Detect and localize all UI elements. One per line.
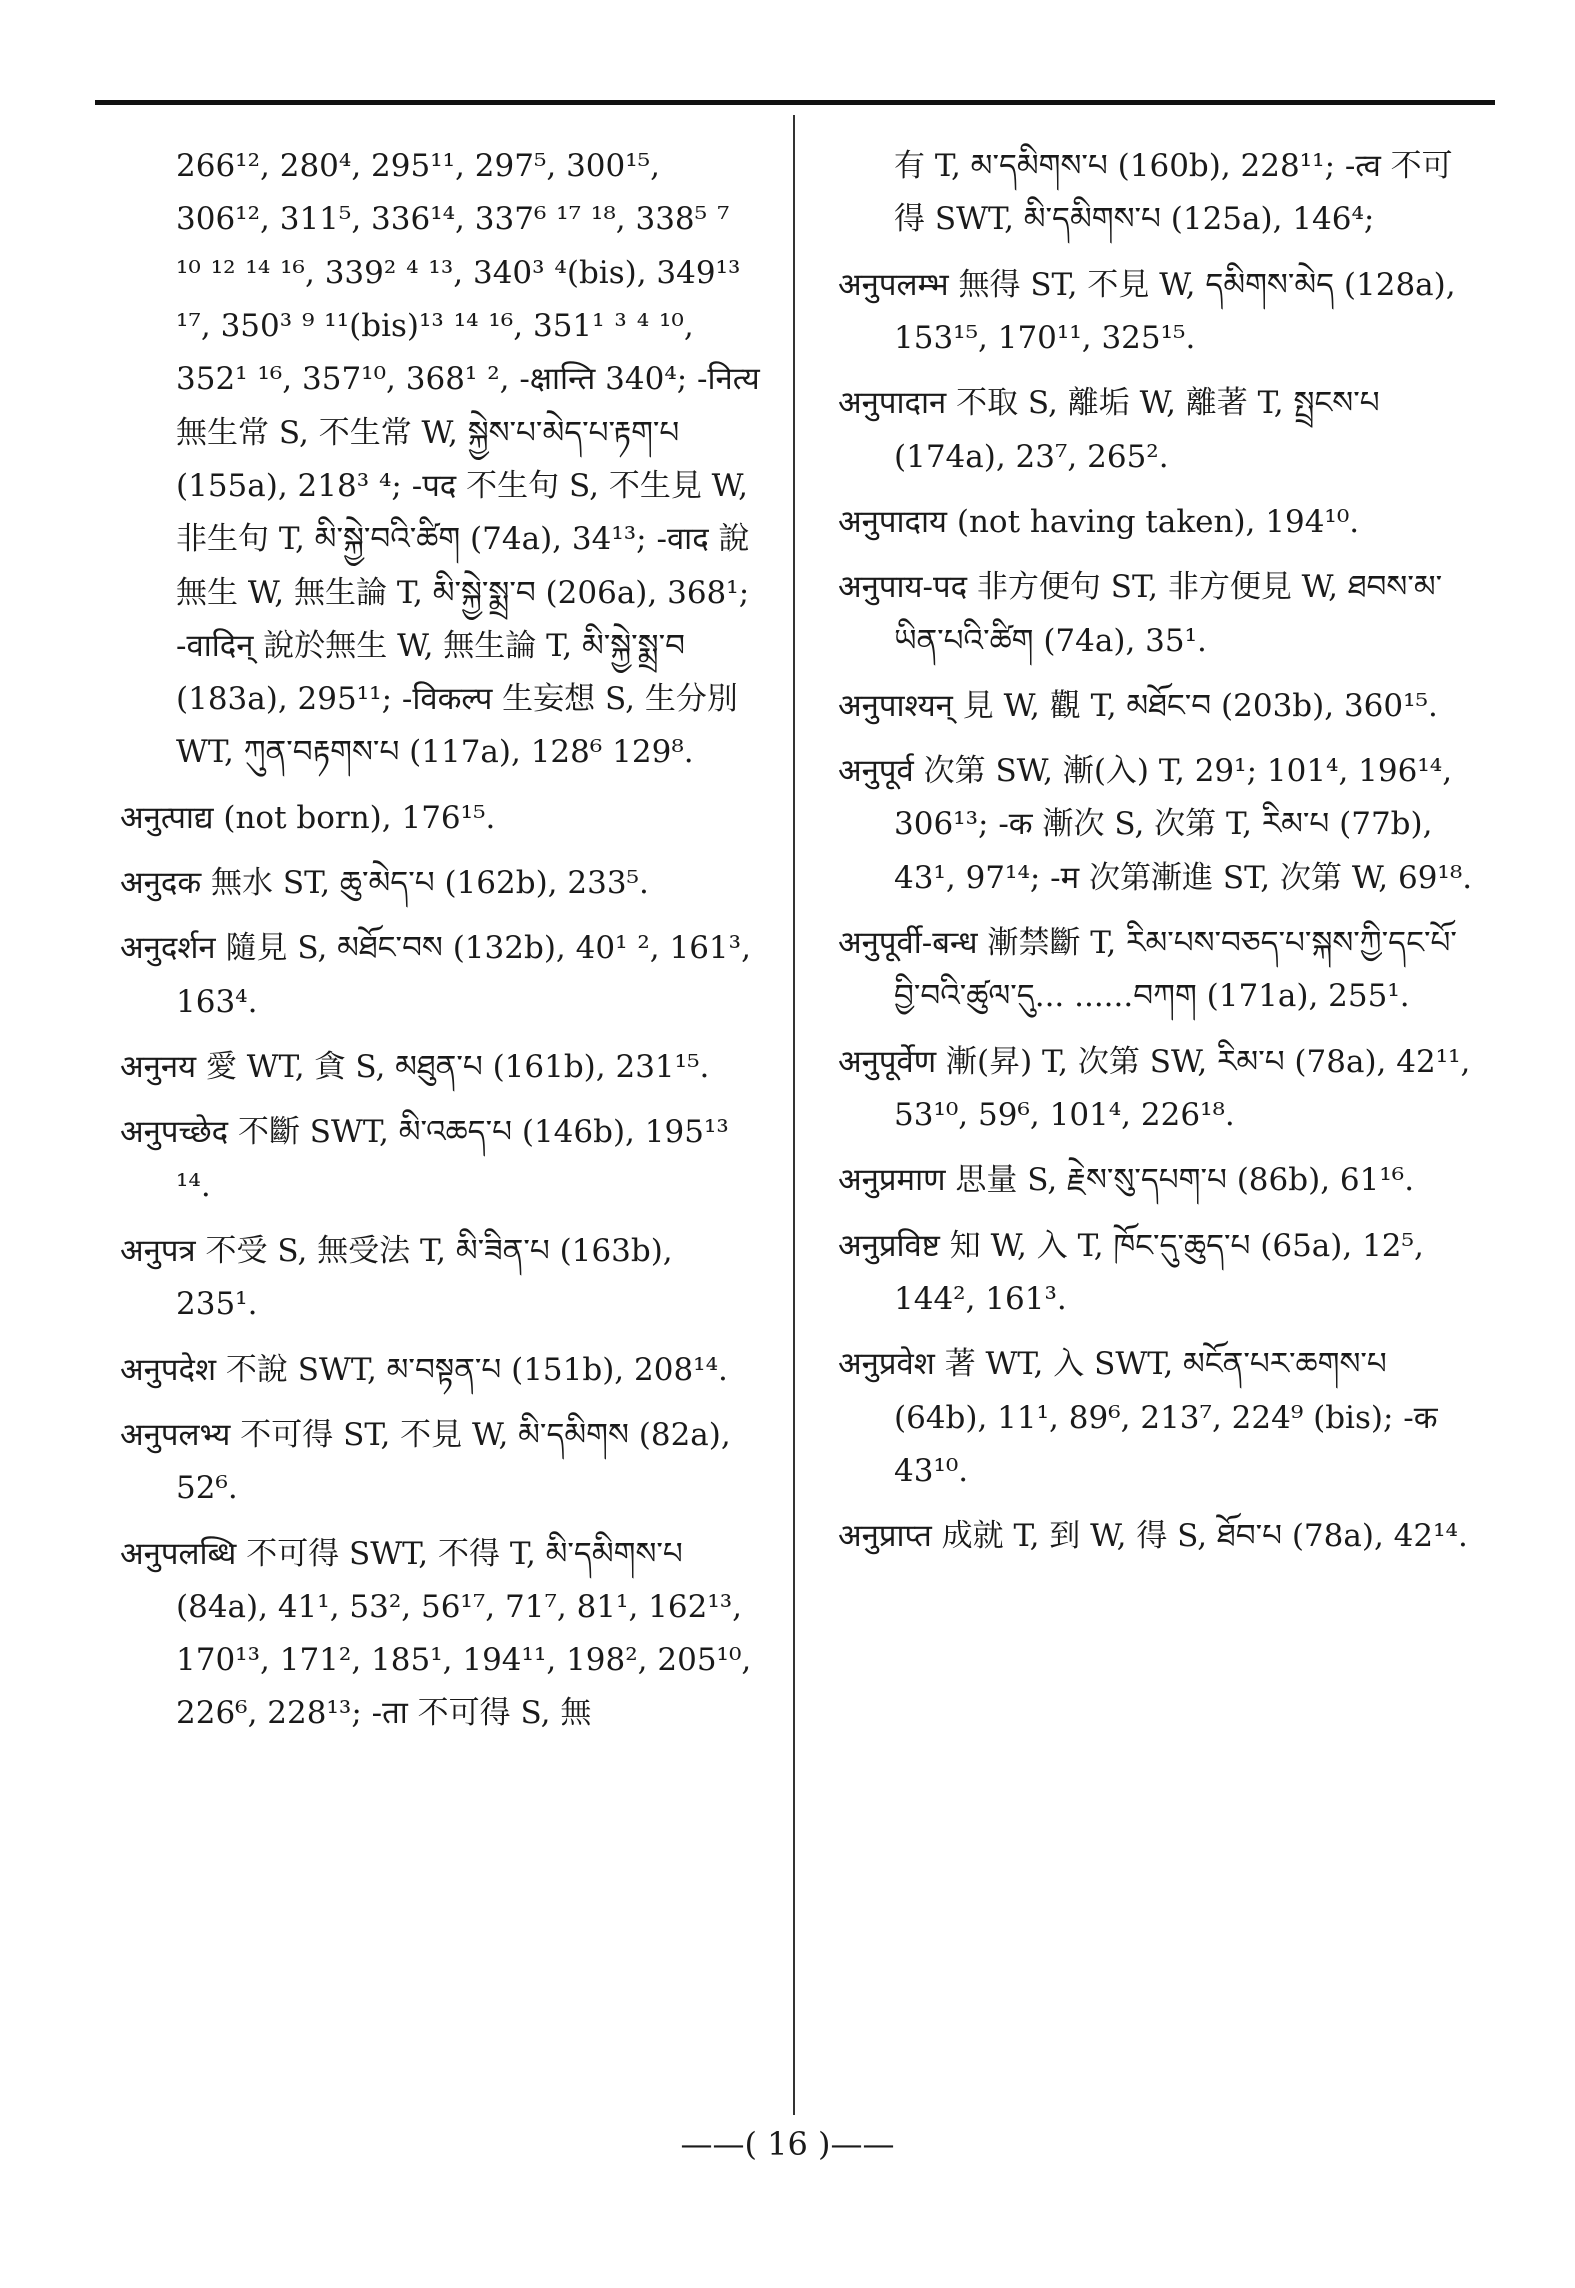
dictionary-entry: अनुपादाय (not having taken), 194¹⁰. <box>838 503 1360 540</box>
dictionary-entry: अनुपच्छेद 不斷 SWT, མི་འཆད་པ (146b), 195¹³ ¹⁴. <box>120 1114 729 1204</box>
dictionary-entry: अनुपाश्यन् 見 W, 觀 T, མཐོང་བ (203b), 360¹⁵. <box>838 687 1438 724</box>
dictionary-entry: अनुत्पाद्य (not born), 176¹⁵. <box>120 799 496 836</box>
dictionary-entry: अनुपूर्वी-बन्ध 漸禁斷 T, རིམ་པས་བཅད་པ་སྐས་ཀྱི་དང་པོ་བྱི་བའི་ཚུལ་དུ... ......བཀག (171a), 255¹. <box>838 925 1457 1015</box>
dictionary-entry: 有 T, མ་དམིགས་པ (160b), 228¹¹; -त्व 不可得 SWT, མི་དམིགས་པ (125a), 146⁴; <box>894 148 1453 238</box>
dictionary-entry: अनुप्रविष्ट 知 W, 入 T, ཁོང་དུ་ཆུད་པ (65a), 12⁵, 144², 161³. <box>838 1227 1424 1317</box>
dictionary-entry: अनुपलम्भ 無得 ST, 不見 W, དམིགས་མེད (128a), 153¹⁵, 170¹¹, 325¹⁵. <box>838 266 1456 356</box>
right-column <box>838 140 1478 1576</box>
column-divider <box>793 115 795 2115</box>
dictionary-entry: अनुपलब्धि 不可得 SWT, 不得 T, མི་དམིགས་པ (84a), 41¹, 53², 56¹⁷, 71⁷, 81¹, 162¹³, 170¹³, 171², 185¹, 194¹¹, 198², 205¹⁰, 226⁶, 228¹³; -ता 不可得 S, 無 <box>120 1535 752 1732</box>
page-number: ——( 16 )—— <box>680 2125 895 2163</box>
dictionary-entry: अनुदर्शन 隨見 S, མཐོང་བས (132b), 40¹ ², 161³, 163⁴. <box>120 930 751 1020</box>
dictionary-entry: अनुप्राप्त 成就 T, 到 W, 得 S, ཐོབ་པ (78a), 42¹⁴. <box>838 1518 1468 1555</box>
dictionary-entry: अनुप्रमाण 思量 S, རྗེས་སུ་དཔག་པ (86b), 61¹⁶. <box>838 1162 1415 1199</box>
dictionary-entry: अनुपादान 不取 S, 離垢 W, 離著 T, སྤྲངས་པ (174a), 23⁷, 265². <box>838 385 1380 475</box>
dictionary-entry: अनुपदेश 不說 SWT, མ་བསྟན་པ (151b), 208¹⁴. <box>120 1351 728 1388</box>
dictionary-entry: अनुपत्र 不受 S, 無受法 T, མི་ཟིན་པ (163b), 235¹. <box>120 1232 673 1323</box>
left-column <box>120 140 760 1753</box>
dictionary-entry: अनुनय 愛 WT, 貪 S, མཐུན་པ (161b), 231¹⁵. <box>120 1049 710 1085</box>
dictionary-entry: अनुपलभ्य 不可得 ST, 不見 W, མི་དམིགས (82a), 52⁶. <box>120 1416 731 1507</box>
dictionary-entry: अनुप्रवेश 著 WT, 入 SWT, མངོན་པར་ཆགས་པ (64b), 11¹, 89⁶, 213⁷, 224⁹ (bis); -क 43¹⁰. <box>838 1346 1438 1489</box>
dictionary-entry: अनुपूर्व 次第 SW, 漸(入) T, 29¹; 101⁴, 196¹⁴, 306¹³; -क 漸次 S, 次第 T, རིམ་པ (77b), 43¹, 97¹⁴; -म 次第漸進 ST, 次第 W, 69¹⁸. <box>838 753 1473 896</box>
dictionary-entry: अनुदक 無水 ST, ཆུ་མེད་པ (162b), 233⁵. <box>120 865 649 902</box>
top-rule <box>95 100 1495 105</box>
dictionary-entry: 266¹², 280⁴, 295¹¹, 297⁵, 300¹⁵, 306¹², 311⁵, 336¹⁴, 337⁶ ¹⁷ ¹⁸, 338⁵ ⁷ ¹⁰ ¹² ¹⁴ ¹⁶, 339² ⁴ ¹³, 340³ ⁴(bis), 349¹³ ¹⁷, 350³ ⁹ ¹¹(bis)¹³ ¹⁴ ¹⁶, 351¹ ³ ⁴ ¹⁰, 352¹ ¹⁶, 357¹⁰, 368¹ ², -क्षान्ति 340⁴; -नित्य 無生常 S, 不生常 W, སྐྱེས་པ་མེད་པ་རྟག་པ (155a), 218³ ⁴; -पद 不生句 S, 不生見 W, 非生句 T, མི་སྐྱེ་བའི་ཚིག (74a), 34¹³; -वाद 說無生 W, 無生論 T, མི་སྐྱེ་སྨྲ་བ (206a), 368¹; -वादिन् 說於無生 W, 無生論 T, མི་སྐྱེ་སྨྲ་བ (183a), 295¹¹; -विकल्प 生妄想 S, 生分別 WT, ཀུན་བརྟགས་པ (117a), 128⁶ 129⁸. <box>176 148 760 771</box>
dictionary-entry: अनुपाय-पद 非方便句 ST, 非方便見 W, ཐབས་མ་ཡིན་པའི་ཚིག (74a), 35¹. <box>838 569 1443 659</box>
dictionary-entry: अनुपूर्वेण 漸(昇) T, 次第 SW, རིམ་པ (78a), 42¹¹, 53¹⁰, 59⁶, 101⁴, 226¹⁸. <box>838 1043 1471 1133</box>
